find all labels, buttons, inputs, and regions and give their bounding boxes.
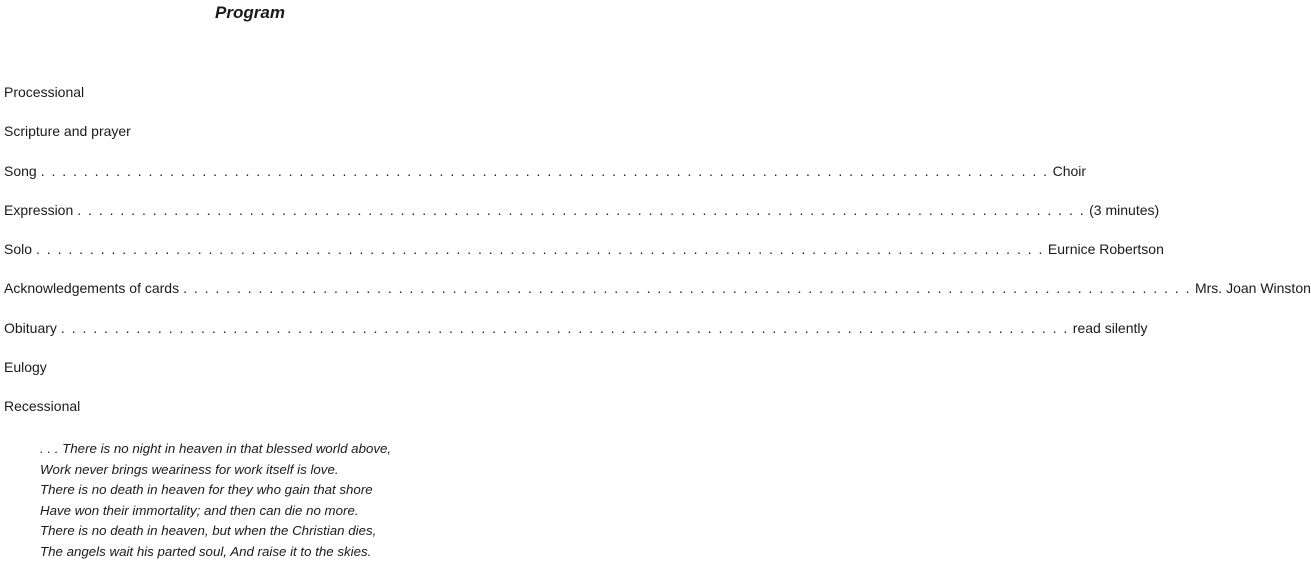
program-item-eulogy xyxy=(4,357,494,396)
item-label: Recessional xyxy=(4,398,81,414)
dot-leader: . . . . . . . . . . . . . . . . . . . . . . . . . . . . . . . . . . . . . . . . . . . . . . . . . . . . . . . . . . . . . . . . . . . . . . . . . . . . . . . . . . . . . . . . . . . . . . xyxy=(36,241,1044,257)
program-title: Program xyxy=(215,3,285,22)
dot-leader: . . . . . . . . . . . . . . . . . . . . . . . . . . . . . . . . . . . . . . . . . . . . . . . . . . . . . . . . . . . . . . . . . . . . . . . . . . . . . . . . . . . . . . . . . . . . . . xyxy=(60,319,1069,336)
poem-line: Work never brings weariness for work itself is love. xyxy=(40,461,339,477)
program-items xyxy=(4,82,1311,435)
dot-leader: . . . . . . . . . . . . . . . . . . . . . . . . . . . . . . . . . . . . . . . . . . . . . . . . . . . . . . . . . . . . . . . . . . . . . . . . . . . . . . . . . . . . . . . . . . . . . . xyxy=(77,201,1086,218)
poem-line: There is no death in heaven for they who gain that shore xyxy=(40,482,373,498)
poem-line: There is no death in heaven, but when the Christian dies, xyxy=(40,523,377,539)
poem-line: . . . There is no night in heaven in that blessed world above, xyxy=(40,441,392,456)
program-item-song xyxy=(4,161,1087,200)
poem-verse xyxy=(40,439,495,563)
program-item-expression xyxy=(4,200,1160,239)
program-item-scripture-prayer xyxy=(4,121,494,160)
item-label: Obituary xyxy=(4,319,57,336)
program-item-obituary xyxy=(4,318,1148,357)
program-item-solo xyxy=(4,239,1164,278)
item-value: Eurnice Robertson xyxy=(1047,241,1164,257)
poem-line: Have won their immortality; and then can die no more. xyxy=(40,502,359,518)
poem-line: The angels wait his parted soul, And raise it to the skies. xyxy=(40,543,372,559)
program-item-acknowledgements xyxy=(4,278,1311,317)
item-label: Solo xyxy=(4,241,33,257)
item-label: Song xyxy=(4,162,37,179)
item-value: (3 minutes) xyxy=(1089,201,1160,218)
item-value: Choir xyxy=(1052,162,1087,179)
item-label: Scripture and prayer xyxy=(4,123,131,140)
dot-leader: . . . . . . . . . . . . . . . . . . . . . . . . . . . . . . . . . . . . . . . . . . . . . . . . . . . . . . . . . . . . . . . . . . . . . . . . . . . . . . . . . . . . . . . . . . . . . . xyxy=(183,280,1191,297)
item-label: Expression xyxy=(4,201,74,218)
dot-leader: . . . . . . . . . . . . . . . . . . . . . . . . . . . . . . . . . . . . . . . . . . . . . . . . . . . . . . . . . . . . . . . . . . . . . . . . . . . . . . . . . . . . . . . . . . . . . . xyxy=(40,162,1049,179)
item-value: Mrs. Joan Winston xyxy=(1194,280,1311,297)
item-label: Processional xyxy=(4,84,85,100)
program-item-recessional xyxy=(4,396,494,435)
item-label: Acknowledgements of cards xyxy=(4,280,180,297)
program-item-processional xyxy=(4,82,494,121)
item-value: read silently xyxy=(1072,319,1148,336)
item-label: Eulogy xyxy=(4,358,47,375)
